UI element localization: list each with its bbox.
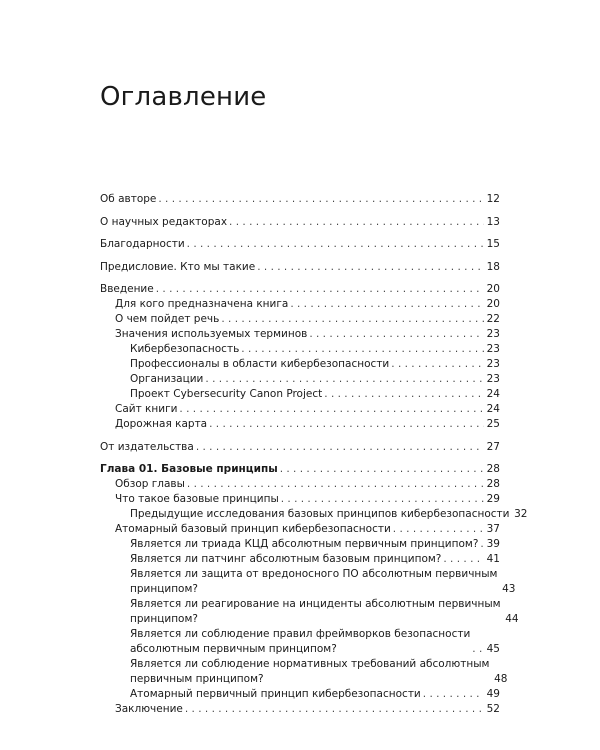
toc-entry-title	[130, 597, 501, 627]
page-title: Оглавление	[100, 82, 267, 112]
toc-entry-title-line2: принципом?	[130, 583, 198, 595]
toc-entry-page: 48	[494, 673, 508, 685]
toc-entry-title: Введение	[100, 283, 154, 295]
toc-entry	[100, 507, 528, 522]
toc-entry-page: 18	[486, 260, 500, 273]
dot-leader	[393, 522, 484, 537]
toc-entry-page: 20	[486, 283, 500, 295]
toc-entry-page: 23	[486, 358, 500, 370]
dot-leader	[281, 492, 484, 507]
toc-entry	[100, 237, 500, 252]
toc-entry-page: 24	[486, 388, 500, 400]
toc-entry-page: 44	[505, 613, 519, 625]
toc-entry	[100, 215, 500, 230]
dot-leader	[187, 237, 484, 252]
toc-entry-page: 23	[486, 373, 500, 385]
toc-entry	[100, 687, 500, 702]
dot-leader	[290, 297, 484, 312]
toc-entry	[100, 552, 500, 567]
toc-entry	[100, 342, 500, 357]
toc-entry-title: Глава 01. Базовые принципы	[100, 463, 278, 475]
toc-entry	[100, 657, 508, 687]
toc-entry-title: Является ли триада КЦД абсолютным первичным принципом?	[130, 538, 479, 550]
toc-entry-page: 23	[486, 328, 500, 340]
dot-leader	[309, 327, 484, 342]
toc-chapter-entry	[100, 462, 500, 477]
dot-leader	[241, 342, 484, 357]
toc-entry	[100, 440, 500, 455]
dot-leader	[472, 642, 484, 657]
toc-entry	[100, 327, 500, 342]
toc-entry-page: 43	[502, 583, 516, 595]
toc-entry	[100, 702, 500, 717]
dot-leader	[209, 417, 484, 432]
toc-entry-title: Об авторе	[100, 193, 157, 205]
toc-entry-title-line2: первичным принципом?	[130, 673, 264, 685]
toc-entry-title: О чем пойдет речь	[115, 313, 220, 325]
toc-entry-page: 13	[486, 215, 500, 228]
toc-entry	[100, 282, 500, 297]
toc-entry	[100, 372, 500, 387]
toc-entry-page: 20	[486, 298, 500, 310]
toc-entry	[100, 522, 500, 537]
toc-entry-title	[130, 657, 489, 687]
toc-entry-title: Является ли патчинг абсолютным базовым принципом?	[130, 553, 442, 565]
dot-leader	[443, 552, 484, 567]
toc-entry	[100, 357, 500, 372]
dot-leader	[158, 192, 484, 207]
dot-leader	[221, 312, 484, 327]
toc-entry-title: Кибербезопасность	[130, 343, 240, 355]
dot-leader	[391, 357, 484, 372]
toc-entry-title: Атомарный первичный принцип кибербезопасности	[130, 688, 421, 700]
toc-entry-page: 22	[486, 313, 500, 325]
toc-entry-title: Предыдущие исследования базовых принципов кибербезопасности	[130, 508, 510, 520]
toc-entry-title-line1: Является ли реагирование на инциденты абсолютным первичным	[130, 598, 501, 610]
toc-entry-page: 32	[514, 508, 528, 520]
dot-leader	[187, 477, 484, 492]
toc-entry-title: Дорожная карта	[115, 418, 208, 430]
toc-entry-page: 29	[486, 493, 500, 505]
toc-entry-page: 15	[486, 238, 500, 250]
toc-entry-title	[130, 567, 497, 597]
dot-leader	[185, 702, 484, 717]
toc-entry-page: 28	[486, 463, 500, 475]
toc-entry-page: 27	[486, 440, 500, 453]
toc-entry	[100, 192, 500, 207]
dot-leader	[280, 462, 484, 477]
dot-leader	[229, 215, 484, 230]
dot-leader	[156, 282, 484, 297]
toc-entry-title: Предисловие. Кто мы такие	[100, 260, 256, 273]
toc-entry-title: Профессионалы в области кибербезопасности	[130, 358, 390, 370]
dot-leader	[423, 687, 484, 702]
dot-leader	[324, 387, 484, 402]
toc-entry-title: О научных редакторах	[100, 215, 228, 228]
toc-entry	[100, 312, 500, 327]
toc-entry-page: 39	[486, 538, 500, 550]
toc-entry-title: Проект Cybersecurity Canon Project	[130, 388, 323, 400]
toc-entry-page: 28	[486, 478, 500, 490]
toc-entry-title: Благодарности	[100, 238, 185, 250]
toc-entry-page: 45	[486, 643, 500, 655]
toc-entry	[100, 477, 500, 492]
toc-entry-page: 52	[486, 703, 500, 715]
toc-entry-title: Для кого предназначена книга	[115, 298, 289, 310]
toc-entry-page: 23	[486, 343, 500, 355]
toc-entry	[100, 537, 500, 552]
table-of-contents	[100, 192, 528, 717]
toc-entry-page: 41	[486, 553, 500, 565]
toc-entry	[100, 402, 500, 417]
toc-entry-title: Сайт книги	[115, 403, 178, 415]
toc-entry-page: 25	[486, 418, 500, 430]
dot-leader	[257, 260, 484, 275]
toc-entry	[100, 627, 500, 657]
toc-entry-title: Атомарный базовый принцип кибербезопасности	[115, 523, 391, 535]
toc-entry	[100, 567, 516, 597]
toc-entry-title-line2: принципом?	[130, 613, 198, 625]
toc-entry	[100, 597, 519, 627]
toc-entry-title: От издательства	[100, 440, 194, 453]
dot-leader	[179, 402, 484, 417]
toc-entry-title: Заключение	[115, 703, 183, 715]
toc-entry	[100, 260, 500, 275]
toc-entry-page: 12	[486, 193, 500, 205]
toc-entry-title: Организации	[130, 373, 204, 385]
toc-entry	[100, 387, 500, 402]
toc-entry-title-line1: Является ли соблюдение нормативных требований абсолютным	[130, 658, 490, 670]
toc-entry-title	[130, 627, 470, 657]
toc-entry	[100, 492, 500, 507]
toc-entry	[100, 417, 500, 432]
toc-entry	[100, 297, 500, 312]
toc-entry-title-line1: Является ли соблюдение правил фреймворков безопасности	[130, 628, 471, 640]
toc-entry-title-line1: Является ли защита от вредоносного ПО абсолютным первичным	[130, 568, 498, 580]
toc-entry-page: 37	[486, 523, 500, 535]
toc-entry-title: Значения используемых терминов	[115, 328, 308, 340]
dot-leader	[196, 440, 484, 455]
toc-entry-title-line2: абсолютным первичным принципом?	[130, 643, 337, 655]
dot-leader	[205, 372, 484, 387]
toc-entry-title: Обзор главы	[115, 478, 185, 490]
dot-leader	[480, 537, 484, 552]
toc-entry-title: Что такое базовые принципы	[115, 493, 279, 505]
toc-entry-page: 49	[486, 688, 500, 700]
toc-entry-page: 24	[486, 403, 500, 415]
